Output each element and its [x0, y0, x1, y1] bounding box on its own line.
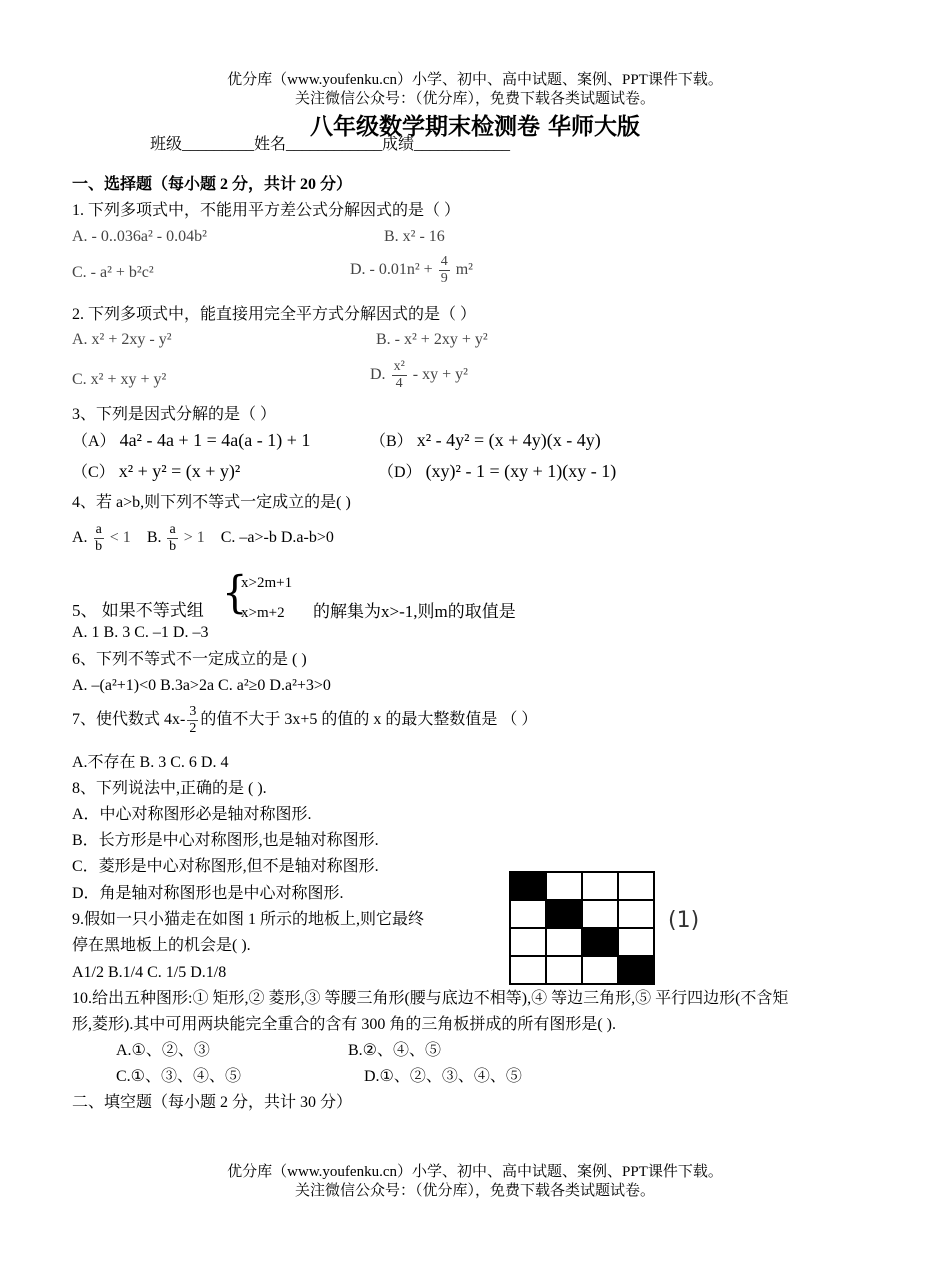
footer-line-1: 优分库（www.youfenku.cn）小学、初中、高中试题、案例、PPT课件下载。 — [227, 1164, 723, 1180]
fraction-denominator: 2 — [189, 721, 197, 736]
q3-stem: 3、下列是因式分解的是（ ） — [72, 406, 277, 423]
student-info-line: 班级_________姓名____________成绩____________ — [150, 136, 511, 153]
q2-option-d-suffix: - xy + y² — [412, 366, 468, 384]
q10-option-c: C.①、③、④、⑤ — [116, 1068, 242, 1085]
q10-option-d: D.①、②、③、④、⑤ — [364, 1068, 522, 1085]
q8-option-d: D．角是轴对称图形也是中心对称图形. — [72, 885, 344, 902]
q7-options: A.不存在 B. 3 C. 6 D. 4 — [72, 754, 229, 771]
grid-row — [510, 956, 654, 984]
q10-option-b: B.②、④、⑤ — [348, 1042, 442, 1059]
fraction-numerator: a — [95, 522, 102, 537]
white-tile — [618, 928, 654, 956]
grid-row — [510, 872, 654, 900]
q3-option-d-label: （D） — [378, 464, 422, 481]
q4-option-a-fraction — [94, 522, 104, 555]
q1-option-a: A. - 0..036a² - 0.04b² — [72, 228, 207, 245]
white-tile — [582, 956, 618, 984]
q3-option-d — [378, 461, 616, 483]
q9-stem-line-2: 停在黑地板上的机会是( ). — [72, 937, 251, 954]
q8-stem: 8、下列说法中,正确的是 ( ). — [72, 780, 267, 797]
q10-stem-line-2: 形,菱形).其中可用两块能完全重合的含有 300 角的三角板拼成的所有图形是( ). — [72, 1016, 616, 1033]
q4-option-b-label: B. — [146, 529, 162, 547]
q3-option-d-expr: (xy)² - 1 = (xy + 1)(xy - 1) — [425, 461, 617, 481]
q4-option-b-rel: > 1 — [183, 529, 205, 547]
fraction-denominator: 9 — [440, 271, 448, 286]
header-line-2: 关注微信公众号：（优分库），免费下载各类试题试卷。 — [294, 91, 655, 107]
q5-options: A. 1 B. 3 C. –1 D. –3 — [72, 624, 209, 641]
q3-option-a — [72, 430, 310, 452]
q1-option-c: C. - a² + b²c² — [72, 264, 154, 281]
fraction-denominator: 4 — [395, 376, 403, 391]
q4-option-b-fraction — [167, 522, 177, 555]
footer-line-2: 关注微信公众号：（优分库），免费下载各类试题试卷。 — [294, 1183, 655, 1199]
q4-options — [72, 522, 334, 555]
fraction-numerator: a — [169, 522, 176, 537]
q2-stem: 2. 下列多项式中，能直接用完全平方式分解因式的是（ ） — [72, 306, 477, 323]
q3-option-b — [370, 430, 601, 452]
q1-stem: 1. 下列多项式中，不能用平方差公式分解因式的是（ ） — [72, 202, 461, 219]
grid-row — [510, 928, 654, 956]
q8-option-a: A．中心对称图形必是轴对称图形. — [72, 806, 312, 823]
q4-option-a-rel: < 1 — [109, 529, 131, 547]
fraction-denominator: b — [95, 539, 103, 554]
q2-option-d-prefix: D. — [370, 366, 386, 384]
white-tile — [582, 872, 618, 900]
fraction-numerator: x² — [393, 359, 405, 374]
black-tile — [510, 872, 546, 900]
q1-option-d-suffix: m² — [455, 261, 473, 279]
section-1-heading: 一、选择题（每小题 2 分，共计 20 分） — [72, 176, 353, 193]
white-tile — [546, 928, 582, 956]
white-tile — [510, 956, 546, 984]
q6-options: A. –(a²+1)<0 B.3a>2a C. a²≥0 D.a²+3>0 — [72, 677, 331, 694]
q2-option-d — [370, 359, 468, 392]
white-tile — [546, 872, 582, 900]
header-line-1: 优分库（www.youfenku.cn）小学、初中、高中试题、案例、PPT课件下载。 — [227, 72, 723, 88]
q7-suffix: 的值不大于 3x+5 的值的 x 的最大整数值是 （ ） — [200, 711, 538, 729]
q8-option-c: C．菱形是中心对称图形,但不是轴对称图形. — [72, 858, 379, 875]
q3-option-c — [72, 461, 240, 483]
left-brace-icon: { — [222, 567, 248, 619]
q8-option-b: B．长方形是中心对称图形,也是轴对称图形. — [72, 832, 379, 849]
grid-row — [510, 900, 654, 928]
q3-option-b-expr: x² - 4y² = (x + 4y)(x - 4y) — [416, 430, 601, 450]
q1-option-d — [350, 254, 473, 287]
section-2-heading: 二、填空题（每小题 2 分，共计 30 分） — [72, 1094, 353, 1111]
q3-option-b-label: （B） — [370, 433, 413, 450]
black-tile — [546, 900, 582, 928]
fraction-denominator: b — [169, 539, 177, 554]
q7-prefix: 7、使代数式 4x- — [72, 711, 186, 729]
q3-option-a-expr: 4a² - 4a + 1 = 4a(a - 1) + 1 — [119, 430, 311, 450]
q4-options-rest: C. –a>-b D.a-b>0 — [220, 529, 334, 547]
white-tile — [510, 928, 546, 956]
white-tile — [618, 900, 654, 928]
q5-suffix: 的解集为x>-1,则m的取值是 — [313, 602, 516, 621]
q7-stem — [72, 704, 537, 737]
q1-option-d-prefix: D. - 0.01n² + — [350, 261, 433, 279]
white-tile — [510, 900, 546, 928]
fraction-numerator: 4 — [440, 254, 448, 269]
q1-option-d-fraction — [439, 254, 450, 287]
q5-inequality-1: x>2m+1 — [241, 575, 293, 591]
q2-option-c: C. x² + xy + y² — [72, 371, 167, 388]
white-tile — [618, 872, 654, 900]
q9-stem-line-1: 9.假如一只小猫走在如图 1 所示的地板上,则它最终 — [72, 911, 425, 928]
q10-option-a: A.①、②、③ — [116, 1042, 210, 1059]
q3-option-a-label: （A） — [72, 433, 116, 450]
figure-1-label: (1) — [668, 908, 700, 933]
q1-option-b: B. x² - 16 — [384, 228, 445, 245]
white-tile — [582, 900, 618, 928]
white-tile — [546, 956, 582, 984]
q2-option-d-fraction — [392, 359, 407, 392]
q3-option-c-label: （C） — [72, 464, 115, 481]
page-title: 八年级数学期末检测卷 华师大版 — [309, 114, 640, 140]
q3-option-c-expr: x² + y² = (x + y)² — [118, 461, 241, 481]
q9-options: A1/2 B.1/4 C. 1/5 D.1/8 — [72, 964, 227, 981]
black-tile — [582, 928, 618, 956]
q2-option-b: B. - x² + 2xy + y² — [376, 331, 488, 348]
fraction-numerator: 3 — [189, 704, 197, 719]
q2-option-a: A. x² + 2xy - y² — [72, 331, 172, 348]
black-tile — [618, 956, 654, 984]
q6-stem: 6、下列不等式不一定成立的是 ( ) — [72, 651, 307, 668]
q10-stem-line-1: 10.给出五种图形:① 矩形,② 菱形,③ 等腰三角形(腰与底边不相等),④ 等边三角形,⑤ 平行四边形(不含矩 — [72, 990, 789, 1007]
floor-tile-grid — [509, 871, 655, 985]
q4-stem: 4、若 a>b,则下列不等式一定成立的是( ) — [72, 494, 351, 511]
q5-prefix: 5、 如果不等式组 — [72, 601, 204, 620]
q4-option-a-label: A. — [72, 529, 88, 547]
q5-inequality-2: x>m+2 — [241, 605, 285, 621]
q7-fraction — [187, 704, 198, 737]
